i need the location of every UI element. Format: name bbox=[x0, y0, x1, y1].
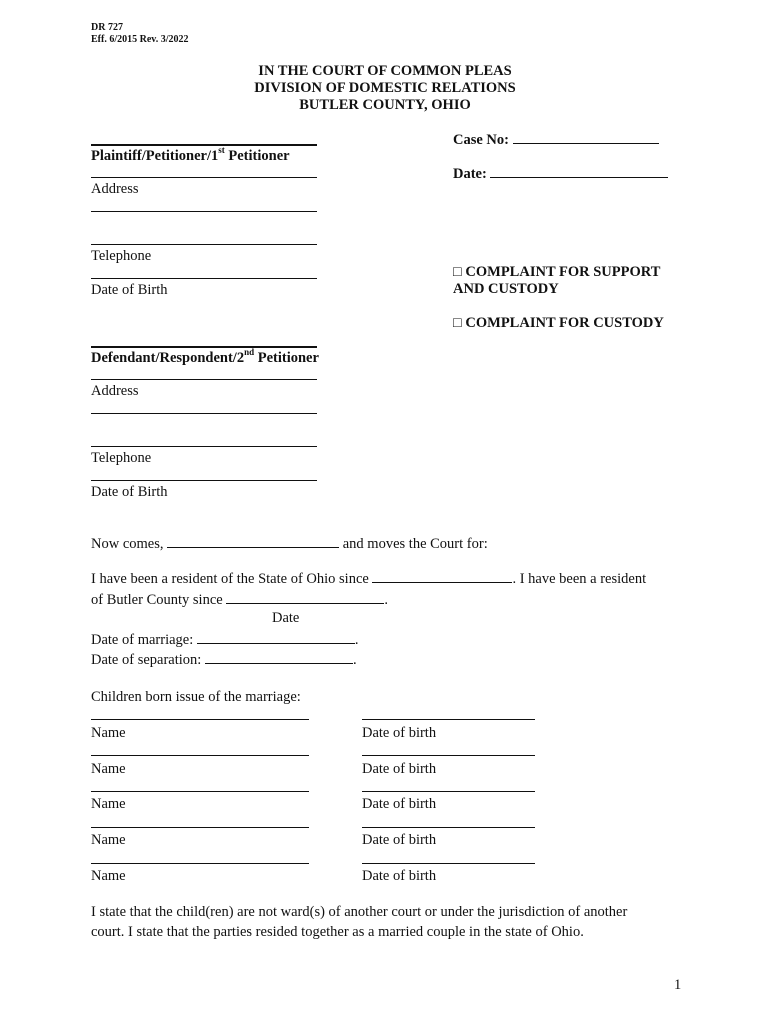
defendant-role-label: Defendant/Respondent/2nd Petitioner bbox=[91, 347, 319, 366]
complaint-support-label: COMPLAINT FOR SUPPORT bbox=[465, 264, 661, 280]
child-name-line[interactable] bbox=[91, 863, 309, 864]
defendant-address-label: Address bbox=[91, 383, 139, 399]
child-dob-label: Date of birth bbox=[362, 725, 437, 741]
child-name-line[interactable] bbox=[91, 719, 309, 720]
plaintiff-telephone-line[interactable] bbox=[91, 244, 317, 245]
checkbox-icon[interactable]: □ bbox=[453, 315, 462, 331]
plaintiff-name-line[interactable] bbox=[91, 144, 317, 146]
plaintiff-address-line[interactable] bbox=[91, 177, 317, 178]
child-name-line[interactable] bbox=[91, 791, 309, 792]
complaint-support-custody-option[interactable] bbox=[453, 264, 660, 281]
plaintiff-dob-line[interactable] bbox=[91, 278, 317, 279]
defendant-telephone-label: Telephone bbox=[91, 450, 152, 466]
effective-date: Eff. 6/2015 Rev. 3/2022 bbox=[91, 34, 189, 45]
plaintiff-address-label: Address bbox=[91, 181, 139, 197]
child-dob-line[interactable] bbox=[362, 755, 535, 756]
statement-line1: I state that the child(ren) are not ward(s) of another court or under the jurisdiction of another bbox=[91, 904, 628, 920]
child-name-label: Name bbox=[91, 868, 126, 884]
defendant-dob-line[interactable] bbox=[91, 480, 317, 481]
child-dob-label: Date of birth bbox=[362, 832, 437, 848]
marriage-date-input[interactable] bbox=[197, 630, 355, 644]
defendant-telephone-line[interactable] bbox=[91, 446, 317, 447]
butler-resident-since-input[interactable] bbox=[226, 590, 384, 604]
child-name-label: Name bbox=[91, 796, 126, 812]
case-no-input[interactable] bbox=[513, 130, 659, 144]
complaint-custody-label: COMPLAINT FOR CUSTODY bbox=[465, 315, 664, 331]
case-no-field bbox=[453, 130, 659, 149]
plaintiff-address-line-2[interactable] bbox=[91, 211, 317, 212]
court-title-line3: BUTLER COUNTY, OHIO bbox=[299, 97, 471, 113]
plaintiff-role-label: Plaintiff/Petitioner/1st Petitioner bbox=[91, 145, 290, 164]
child-dob-line[interactable] bbox=[362, 863, 535, 864]
child-dob-label: Date of birth bbox=[362, 761, 437, 777]
child-name-line[interactable] bbox=[91, 827, 309, 828]
child-dob-label: Date of birth bbox=[362, 796, 437, 812]
court-title-line2: DIVISION OF DOMESTIC RELATIONS bbox=[254, 80, 516, 96]
form-number: DR 727 bbox=[91, 22, 123, 33]
child-dob-label: Date of birth bbox=[362, 868, 437, 884]
ohio-resident-since-input[interactable] bbox=[372, 569, 512, 583]
defendant-address-line-2[interactable] bbox=[91, 413, 317, 414]
complaint-custody-option[interactable] bbox=[453, 315, 664, 332]
case-no-label: Case No: bbox=[453, 132, 509, 148]
case-date-field bbox=[453, 164, 668, 183]
court-title-line1: IN THE COURT OF COMMON PLEAS bbox=[258, 63, 512, 79]
defendant-address-line[interactable] bbox=[91, 379, 317, 380]
child-name-line[interactable] bbox=[91, 755, 309, 756]
now-comes-input[interactable] bbox=[167, 534, 339, 548]
child-name-label: Name bbox=[91, 832, 126, 848]
page-number: 1 bbox=[674, 977, 682, 993]
child-dob-line[interactable] bbox=[362, 791, 535, 792]
separation-date-input[interactable] bbox=[205, 650, 353, 664]
date-caption: Date bbox=[272, 610, 300, 626]
child-name-label: Name bbox=[91, 725, 126, 741]
checkbox-icon[interactable]: □ bbox=[453, 264, 462, 280]
defendant-dob-label: Date of Birth bbox=[91, 484, 168, 500]
child-dob-line[interactable] bbox=[362, 827, 535, 828]
butler-resident-sentence: of Butler County since . bbox=[91, 592, 388, 608]
now-comes-sentence: Now comes, and moves the Court for: bbox=[91, 536, 488, 552]
child-dob-line[interactable] bbox=[362, 719, 535, 720]
case-date-label: Date: bbox=[453, 166, 487, 182]
plaintiff-dob-label: Date of Birth bbox=[91, 282, 168, 298]
ohio-resident-sentence: I have been a resident of the State of Ohio since . I have been a resident bbox=[91, 571, 647, 587]
marriage-date-field: Date of marriage: . bbox=[91, 632, 359, 648]
child-name-label: Name bbox=[91, 761, 126, 777]
defendant-name-line[interactable] bbox=[91, 346, 317, 348]
plaintiff-telephone-label: Telephone bbox=[91, 248, 152, 264]
complaint-support-label-line2: AND CUSTODY bbox=[453, 281, 559, 297]
separation-date-field: Date of separation: . bbox=[91, 652, 357, 668]
case-date-input[interactable] bbox=[490, 164, 668, 178]
children-label: Children born issue of the marriage: bbox=[91, 689, 301, 705]
statement-line2: court. I state that the parties resided together as a married couple in the state of Ohio. bbox=[91, 924, 584, 940]
